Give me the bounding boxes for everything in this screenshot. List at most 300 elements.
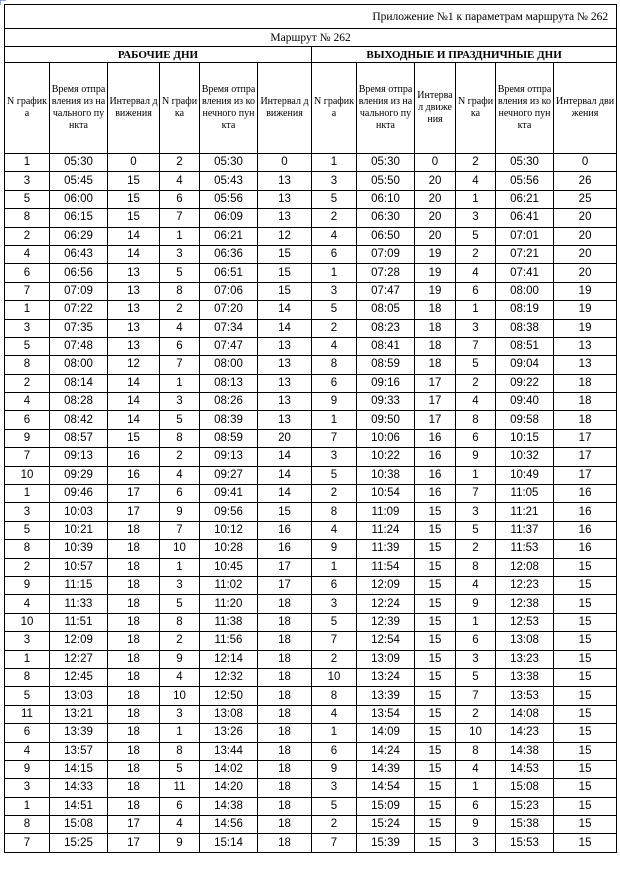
table-cell: 08:41 bbox=[357, 337, 415, 355]
table-cell: 6 bbox=[456, 429, 496, 447]
table-cell: 20 bbox=[554, 264, 617, 282]
table-cell: 6 bbox=[312, 576, 357, 594]
table-row bbox=[5, 301, 617, 319]
table-cell: 09:46 bbox=[50, 485, 108, 503]
table-cell: 5 bbox=[160, 595, 200, 613]
table-cell: 13 bbox=[258, 374, 312, 392]
table-cell: 06:15 bbox=[50, 209, 108, 227]
table-cell: 09:13 bbox=[200, 448, 258, 466]
table-cell: 8 bbox=[5, 668, 50, 686]
route-title: Маршрут № 262 bbox=[5, 29, 617, 47]
table-row bbox=[5, 282, 617, 300]
table-cell: 4 bbox=[160, 668, 200, 686]
table-cell: 07:01 bbox=[496, 227, 554, 245]
table-cell: 15 bbox=[554, 595, 617, 613]
table-cell: 18 bbox=[108, 760, 160, 778]
col-header: Время отправления из начального пункта bbox=[357, 63, 415, 154]
table-cell: 1 bbox=[456, 301, 496, 319]
table-cell: 4 bbox=[456, 264, 496, 282]
table-cell: 15:08 bbox=[50, 816, 108, 834]
table-cell: 1 bbox=[160, 724, 200, 742]
table-cell: 19 bbox=[415, 264, 456, 282]
table-cell: 8 bbox=[160, 742, 200, 760]
table-cell: 1 bbox=[5, 485, 50, 503]
table-cell: 6 bbox=[5, 411, 50, 429]
table-cell: 9 bbox=[160, 650, 200, 668]
table-cell: 6 bbox=[160, 797, 200, 815]
table-cell: 9 bbox=[456, 816, 496, 834]
table-cell: 4 bbox=[312, 227, 357, 245]
table-cell: 15 bbox=[108, 172, 160, 190]
table-cell: 11:09 bbox=[357, 503, 415, 521]
table-cell: 3 bbox=[312, 172, 357, 190]
table-cell: 06:21 bbox=[496, 190, 554, 208]
table-cell: 18 bbox=[258, 724, 312, 742]
table-cell: 17 bbox=[415, 393, 456, 411]
table-row bbox=[5, 705, 617, 723]
table-cell: 15 bbox=[554, 834, 617, 852]
table-row bbox=[5, 374, 617, 392]
table-cell: 10:22 bbox=[357, 448, 415, 466]
table-cell: 2 bbox=[312, 485, 357, 503]
table-cell: 08:23 bbox=[357, 319, 415, 337]
table-cell: 15 bbox=[554, 613, 617, 631]
table-cell: 13:38 bbox=[496, 668, 554, 686]
table-cell: 4 bbox=[312, 705, 357, 723]
table-cell: 4 bbox=[160, 319, 200, 337]
table-cell: 07:47 bbox=[200, 337, 258, 355]
table-cell: 7 bbox=[160, 356, 200, 374]
table-cell: 8 bbox=[312, 503, 357, 521]
table-cell: 5 bbox=[5, 190, 50, 208]
table-cell: 5 bbox=[312, 797, 357, 815]
table-cell: 12:24 bbox=[357, 595, 415, 613]
table-cell: 13 bbox=[108, 264, 160, 282]
table-cell: 9 bbox=[160, 503, 200, 521]
table-cell: 16 bbox=[554, 540, 617, 558]
table-cell: 07:22 bbox=[50, 301, 108, 319]
table-cell: 1 bbox=[456, 779, 496, 797]
table-cell: 15 bbox=[415, 724, 456, 742]
table-cell: 13:23 bbox=[496, 650, 554, 668]
table-cell: 8 bbox=[160, 282, 200, 300]
section-weekends: ВЫХОДНЫЕ И ПРАЗДНИЧНЫЕ ДНИ bbox=[312, 47, 617, 63]
table-cell: 10 bbox=[160, 540, 200, 558]
table-cell: 2 bbox=[456, 245, 496, 263]
table-cell: 14 bbox=[258, 319, 312, 337]
table-cell: 09:04 bbox=[496, 356, 554, 374]
table-cell: 15 bbox=[108, 209, 160, 227]
table-cell: 5 bbox=[5, 337, 50, 355]
table-cell: 18 bbox=[108, 687, 160, 705]
table-cell: 18 bbox=[108, 595, 160, 613]
table-cell: 15 bbox=[554, 558, 617, 576]
table-cell: 10:12 bbox=[200, 521, 258, 539]
table-cell: 18 bbox=[258, 595, 312, 613]
table-row bbox=[5, 779, 617, 797]
table-cell: 10:03 bbox=[50, 503, 108, 521]
table-cell: 15 bbox=[554, 576, 617, 594]
table-cell: 5 bbox=[160, 411, 200, 429]
table-cell: 15 bbox=[415, 779, 456, 797]
table-cell: 05:30 bbox=[357, 154, 415, 172]
table-cell: 6 bbox=[456, 632, 496, 650]
table-cell: 13:03 bbox=[50, 687, 108, 705]
table-cell: 15 bbox=[258, 245, 312, 263]
table-row bbox=[5, 190, 617, 208]
table-cell: 26 bbox=[554, 172, 617, 190]
table-cell: 06:36 bbox=[200, 245, 258, 263]
table-cell: 05:56 bbox=[496, 172, 554, 190]
table-cell: 18 bbox=[258, 650, 312, 668]
table-cell: 15:25 bbox=[50, 834, 108, 852]
table-cell: 08:00 bbox=[50, 356, 108, 374]
table-cell: 12:50 bbox=[200, 687, 258, 705]
table-cell: 18 bbox=[258, 613, 312, 631]
table-cell: 15 bbox=[415, 834, 456, 852]
table-cell: 15 bbox=[415, 705, 456, 723]
table-cell: 15 bbox=[415, 760, 456, 778]
table-cell: 16 bbox=[415, 429, 456, 447]
table-cell: 10:32 bbox=[496, 448, 554, 466]
table-cell: 13 bbox=[258, 393, 312, 411]
table-cell: 18 bbox=[554, 411, 617, 429]
col-header: Интервал движения bbox=[415, 63, 456, 154]
table-cell: 2 bbox=[160, 154, 200, 172]
table-cell: 13:09 bbox=[357, 650, 415, 668]
table-cell: 18 bbox=[108, 576, 160, 594]
table-cell: 8 bbox=[5, 816, 50, 834]
table-cell: 18 bbox=[108, 797, 160, 815]
table-cell: 06:51 bbox=[200, 264, 258, 282]
table-cell: 1 bbox=[312, 264, 357, 282]
table-cell: 14 bbox=[108, 374, 160, 392]
table-cell: 15 bbox=[415, 687, 456, 705]
table-cell: 07:21 bbox=[496, 245, 554, 263]
table-cell: 14 bbox=[108, 245, 160, 263]
table-cell: 12:08 bbox=[496, 558, 554, 576]
table-cell: 5 bbox=[160, 760, 200, 778]
table-cell: 10:57 bbox=[50, 558, 108, 576]
table-cell: 15:08 bbox=[496, 779, 554, 797]
table-cell: 15 bbox=[258, 503, 312, 521]
table-cell: 2 bbox=[456, 705, 496, 723]
table-cell: 11:51 bbox=[50, 613, 108, 631]
table-cell: 15 bbox=[554, 779, 617, 797]
table-cell: 20 bbox=[415, 209, 456, 227]
table-cell: 08:59 bbox=[357, 356, 415, 374]
table-cell: 3 bbox=[5, 503, 50, 521]
table-cell: 09:13 bbox=[50, 448, 108, 466]
table-row bbox=[5, 356, 617, 374]
table-cell: 07:34 bbox=[200, 319, 258, 337]
table-cell: 7 bbox=[456, 687, 496, 705]
table-cell: 9 bbox=[5, 760, 50, 778]
table-cell: 13:08 bbox=[496, 632, 554, 650]
table-row bbox=[5, 687, 617, 705]
table-cell: 07:09 bbox=[50, 282, 108, 300]
table-cell: 13 bbox=[258, 209, 312, 227]
table-cell: 18 bbox=[415, 301, 456, 319]
table-cell: 8 bbox=[160, 613, 200, 631]
table-cell: 3 bbox=[312, 282, 357, 300]
table-cell: 15 bbox=[415, 797, 456, 815]
table-row bbox=[5, 834, 617, 852]
col-header: Интервал движения bbox=[554, 63, 617, 154]
table-row bbox=[5, 227, 617, 245]
table-cell: 05:30 bbox=[200, 154, 258, 172]
table-cell: 18 bbox=[108, 742, 160, 760]
table-cell: 4 bbox=[456, 760, 496, 778]
table-cell: 18 bbox=[554, 393, 617, 411]
table-row bbox=[5, 209, 617, 227]
table-cell: 18 bbox=[108, 779, 160, 797]
table-cell: 17 bbox=[415, 411, 456, 429]
table-cell: 18 bbox=[108, 668, 160, 686]
table-cell: 10:49 bbox=[496, 466, 554, 484]
table-row bbox=[5, 540, 617, 558]
table-cell: 12:14 bbox=[200, 650, 258, 668]
table-row bbox=[5, 172, 617, 190]
table-cell: 15:39 bbox=[357, 834, 415, 852]
table-cell: 8 bbox=[5, 209, 50, 227]
table-cell: 3 bbox=[456, 319, 496, 337]
table-cell: 16 bbox=[415, 466, 456, 484]
table-cell: 7 bbox=[5, 834, 50, 852]
table-cell: 08:14 bbox=[50, 374, 108, 392]
table-cell: 14 bbox=[258, 485, 312, 503]
table-cell: 17 bbox=[415, 374, 456, 392]
table-cell: 13:39 bbox=[50, 724, 108, 742]
table-cell: 15 bbox=[554, 760, 617, 778]
table-cell: 14:38 bbox=[496, 742, 554, 760]
table-cell: 18 bbox=[415, 356, 456, 374]
table-cell: 9 bbox=[160, 834, 200, 852]
table-cell: 18 bbox=[108, 705, 160, 723]
table-cell: 3 bbox=[5, 779, 50, 797]
table-cell: 9 bbox=[5, 429, 50, 447]
col-header: N графика bbox=[456, 63, 496, 154]
table-row bbox=[5, 521, 617, 539]
table-cell: 10:21 bbox=[50, 521, 108, 539]
table-cell: 09:58 bbox=[496, 411, 554, 429]
table-cell: 16 bbox=[415, 485, 456, 503]
table-cell: 10 bbox=[312, 668, 357, 686]
table-row bbox=[5, 393, 617, 411]
table-cell: 0 bbox=[415, 154, 456, 172]
table-cell: 15 bbox=[415, 558, 456, 576]
table-cell: 16 bbox=[415, 448, 456, 466]
table-cell: 1 bbox=[456, 613, 496, 631]
table-cell: 06:41 bbox=[496, 209, 554, 227]
table-cell: 13:26 bbox=[200, 724, 258, 742]
table-row bbox=[5, 485, 617, 503]
table-cell: 1 bbox=[5, 650, 50, 668]
table-cell: 10 bbox=[5, 466, 50, 484]
table-cell: 14:33 bbox=[50, 779, 108, 797]
table-cell: 7 bbox=[456, 337, 496, 355]
table-cell: 05:30 bbox=[50, 154, 108, 172]
table-cell: 15 bbox=[554, 632, 617, 650]
table-cell: 07:47 bbox=[357, 282, 415, 300]
table-cell: 07:28 bbox=[357, 264, 415, 282]
col-header: N графика bbox=[312, 63, 357, 154]
table-cell: 12 bbox=[258, 227, 312, 245]
table-row bbox=[5, 816, 617, 834]
col-header: Время отправления из конечного пункта bbox=[200, 63, 258, 154]
table-cell: 2 bbox=[160, 301, 200, 319]
table-cell: 12 bbox=[108, 356, 160, 374]
table-cell: 6 bbox=[456, 797, 496, 815]
table-cell: 2 bbox=[456, 374, 496, 392]
table-cell: 17 bbox=[258, 558, 312, 576]
table-cell: 13 bbox=[108, 337, 160, 355]
table-cell: 06:29 bbox=[50, 227, 108, 245]
table-cell: 11:56 bbox=[200, 632, 258, 650]
table-cell: 4 bbox=[312, 521, 357, 539]
table-cell: 6 bbox=[456, 282, 496, 300]
table-row bbox=[5, 742, 617, 760]
table-row bbox=[5, 429, 617, 447]
table-cell: 11:02 bbox=[200, 576, 258, 594]
table-cell: 1 bbox=[312, 724, 357, 742]
table-cell: 18 bbox=[554, 374, 617, 392]
table-cell: 09:56 bbox=[200, 503, 258, 521]
table-cell: 15 bbox=[554, 724, 617, 742]
table-cell: 16 bbox=[258, 540, 312, 558]
table-cell: 09:41 bbox=[200, 485, 258, 503]
table-row bbox=[5, 632, 617, 650]
table-cell: 20 bbox=[415, 190, 456, 208]
table-cell: 20 bbox=[415, 172, 456, 190]
table-cell: 11:24 bbox=[357, 521, 415, 539]
table-cell: 11 bbox=[5, 705, 50, 723]
table-cell: 3 bbox=[456, 209, 496, 227]
table-cell: 06:10 bbox=[357, 190, 415, 208]
table-cell: 09:29 bbox=[50, 466, 108, 484]
table-cell: 3 bbox=[160, 705, 200, 723]
table-cell: 11:21 bbox=[496, 503, 554, 521]
table-cell: 06:30 bbox=[357, 209, 415, 227]
table-cell: 1 bbox=[160, 227, 200, 245]
table-row bbox=[5, 724, 617, 742]
table-cell: 15 bbox=[554, 797, 617, 815]
table-cell: 08:39 bbox=[200, 411, 258, 429]
table-cell: 17 bbox=[108, 503, 160, 521]
table-cell: 18 bbox=[258, 742, 312, 760]
table-row bbox=[5, 595, 617, 613]
table-cell: 7 bbox=[5, 448, 50, 466]
table-row bbox=[5, 650, 617, 668]
table-cell: 10 bbox=[5, 613, 50, 631]
table-cell: 15:38 bbox=[496, 816, 554, 834]
table-cell: 10:54 bbox=[357, 485, 415, 503]
table-cell: 12:53 bbox=[496, 613, 554, 631]
table-cell: 3 bbox=[160, 576, 200, 594]
table-cell: 15:14 bbox=[200, 834, 258, 852]
table-cell: 06:21 bbox=[200, 227, 258, 245]
table-cell: 10:45 bbox=[200, 558, 258, 576]
table-cell: 13 bbox=[108, 282, 160, 300]
table-cell: 15 bbox=[415, 816, 456, 834]
table-cell: 07:48 bbox=[50, 337, 108, 355]
table-cell: 14:15 bbox=[50, 760, 108, 778]
table-cell: 14:56 bbox=[200, 816, 258, 834]
table-cell: 11:20 bbox=[200, 595, 258, 613]
table-cell: 18 bbox=[108, 558, 160, 576]
table-cell: 3 bbox=[5, 319, 50, 337]
col-header: Интервал движения bbox=[258, 63, 312, 154]
table-cell: 08:59 bbox=[200, 429, 258, 447]
table-cell: 15 bbox=[554, 650, 617, 668]
schedule-table bbox=[4, 4, 617, 853]
table-row bbox=[5, 448, 617, 466]
table-cell: 1 bbox=[312, 558, 357, 576]
table-cell: 19 bbox=[554, 282, 617, 300]
table-cell: 15 bbox=[415, 632, 456, 650]
table-cell: 15:24 bbox=[357, 816, 415, 834]
table-cell: 1 bbox=[160, 558, 200, 576]
table-cell: 2 bbox=[312, 816, 357, 834]
table-cell: 19 bbox=[554, 301, 617, 319]
table-cell: 18 bbox=[258, 816, 312, 834]
table-cell: 9 bbox=[312, 540, 357, 558]
table-cell: 0 bbox=[554, 154, 617, 172]
table-cell: 7 bbox=[5, 282, 50, 300]
table-cell: 06:56 bbox=[50, 264, 108, 282]
table-cell: 18 bbox=[258, 760, 312, 778]
table-cell: 5 bbox=[5, 687, 50, 705]
table-cell: 18 bbox=[258, 779, 312, 797]
col-header: N графика bbox=[160, 63, 200, 154]
table-cell: 9 bbox=[456, 448, 496, 466]
table-cell: 15 bbox=[554, 705, 617, 723]
table-cell: 12:54 bbox=[357, 632, 415, 650]
table-cell: 6 bbox=[312, 245, 357, 263]
table-cell: 11:05 bbox=[496, 485, 554, 503]
table-cell: 6 bbox=[5, 264, 50, 282]
table-cell: 6 bbox=[160, 337, 200, 355]
table-cell: 18 bbox=[258, 834, 312, 852]
table-cell: 14:02 bbox=[200, 760, 258, 778]
table-cell: 10:28 bbox=[200, 540, 258, 558]
table-cell: 08:19 bbox=[496, 301, 554, 319]
table-cell: 15 bbox=[415, 540, 456, 558]
table-cell: 07:06 bbox=[200, 282, 258, 300]
table-cell: 2 bbox=[5, 227, 50, 245]
table-cell: 12:38 bbox=[496, 595, 554, 613]
table-cell: 15 bbox=[415, 742, 456, 760]
table-cell: 18 bbox=[108, 724, 160, 742]
table-cell: 1 bbox=[5, 797, 50, 815]
table-cell: 5 bbox=[456, 668, 496, 686]
table-cell: 15 bbox=[415, 613, 456, 631]
table-cell: 10 bbox=[160, 687, 200, 705]
table-row bbox=[5, 154, 617, 172]
table-cell: 20 bbox=[415, 227, 456, 245]
table-cell: 8 bbox=[312, 687, 357, 705]
table-cell: 08:00 bbox=[496, 282, 554, 300]
table-cell: 9 bbox=[5, 576, 50, 594]
table-cell: 15 bbox=[415, 650, 456, 668]
table-cell: 07:35 bbox=[50, 319, 108, 337]
table-cell: 15:53 bbox=[496, 834, 554, 852]
table-cell: 08:05 bbox=[357, 301, 415, 319]
col-header: Интервал движения bbox=[108, 63, 160, 154]
table-row bbox=[5, 337, 617, 355]
table-cell: 07:20 bbox=[200, 301, 258, 319]
table-cell: 18 bbox=[108, 632, 160, 650]
